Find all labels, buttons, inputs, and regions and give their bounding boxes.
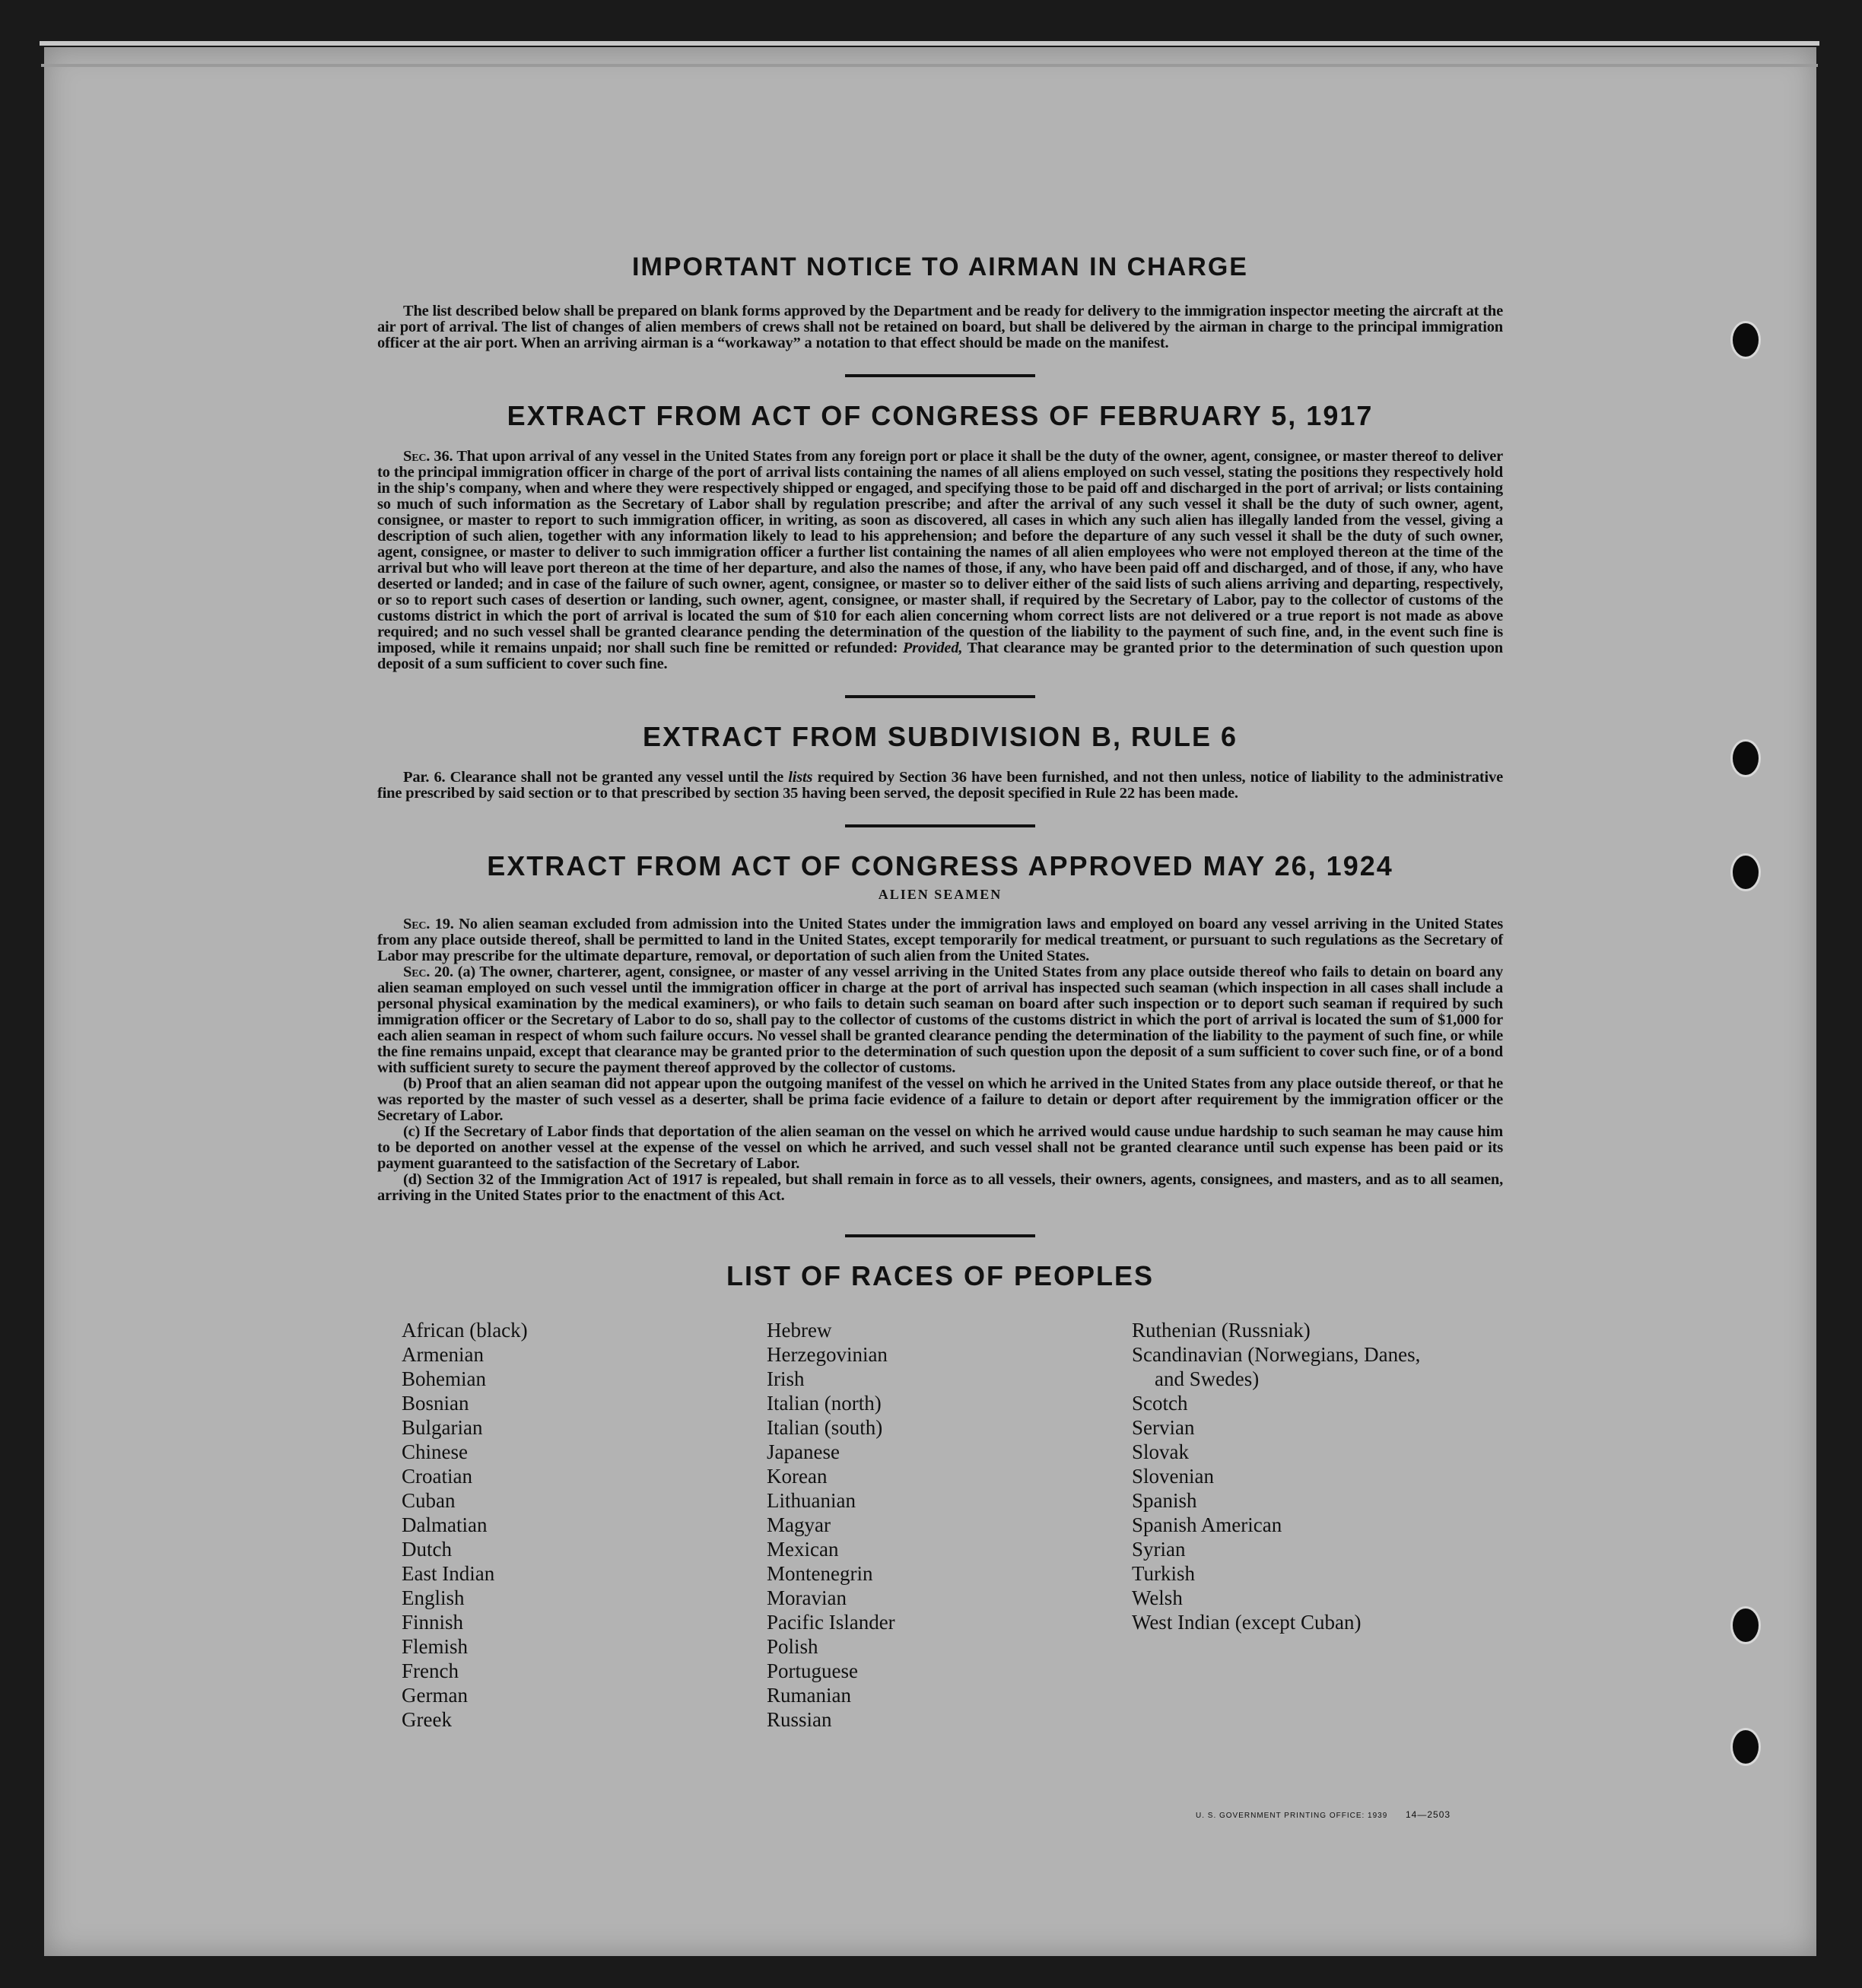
notice-title: IMPORTANT NOTICE TO AIRMAN IN CHARGE [632, 252, 1248, 281]
race-item: African (black) [402, 1319, 528, 1342]
race-item: Magyar [767, 1513, 831, 1536]
race-item: Rumanian [767, 1684, 851, 1707]
race-item: Mexican [767, 1538, 839, 1561]
race-item: Herzegovinian [767, 1343, 888, 1366]
binder-hole [1730, 1606, 1761, 1644]
section-label: Sec. 20. [403, 964, 453, 980]
section-label: Sec. 36. [403, 448, 453, 465]
race-item: French [402, 1659, 459, 1682]
race-item: Slovenian [1132, 1465, 1214, 1488]
race-item: Cuban [402, 1489, 456, 1512]
sec20d-text: (d) Section 32 of the Immigration Act of 1917 is repealed, but shall remain in force as to all vessels, their owners, agents, consignees, and masters, and as to all seamen, arriving in the United States prior to the enactment of this Act. [377, 1171, 1503, 1204]
race-item: Scotch [1132, 1392, 1188, 1415]
page-edge [40, 41, 1819, 46]
race-item: Moravian [767, 1586, 847, 1609]
race-item: Bosnian [402, 1392, 469, 1415]
alien-seamen-subtitle: ALIEN SEAMEN [878, 887, 1002, 902]
races-column-3 [1132, 1318, 1420, 1634]
race-item: Finnish [402, 1611, 464, 1634]
race-item: Dalmatian [402, 1513, 488, 1536]
race-item: Bohemian [402, 1367, 486, 1390]
races-list [377, 1318, 1503, 1744]
sec20c-text: (c) If the Secretary of Labor finds that deportation of the alien seaman on the vessel on which he arrived would cause undue hardship to such seaman he may cause him to be deported on another vessel at the expense of the vessel on which he arrived, and such vessel shall not be granted clearance until such expense has been paid or its payment guaranteed to the satisfaction of the Secretary of Labor. [377, 1123, 1503, 1172]
race-item: Polish [767, 1635, 818, 1658]
race-item: Portuguese [767, 1659, 858, 1682]
races-title: LIST OF RACES OF PEOPLES [726, 1260, 1155, 1291]
race-item: German [402, 1684, 468, 1707]
race-item: Syrian [1132, 1538, 1186, 1561]
race-item: Slovak [1132, 1440, 1190, 1463]
races-column-2 [767, 1318, 895, 1732]
race-item: Japanese [767, 1440, 840, 1463]
race-item: Armenian [402, 1343, 484, 1366]
race-item: Welsh [1132, 1586, 1183, 1609]
sec20a-text [377, 964, 1503, 1076]
extract-1924-title: EXTRACT FROM ACT OF CONGRESS APPROVED MAY 26, 1924 [487, 850, 1393, 881]
section-body: That upon arrival of any vessel in the United States from any foreign port or place it shall be the duty of the owner, agent, consignee, or master thereof to deliver to the principal immigration officer in charge of the port of arrival lists containing the names of all aliens employed on such vessel, stating the positions they respectively hold in the ship's company, when and where they were respectively shipped or engaged, and specifying those to be paid off and discharged in the port of arrival; or lists containing so much of such information as the Secretary of Labor shall by regulation prescribe; and after the arrival of any such vessel it shall be the duty of such owner, agent, consignee, or master to report to such immigration officer, in writing, as soon as discovered, all cases in which any such alien has illegally landed from the vessel, giving a description of such alien, together with any information likely to lead to his apprehension; and before the departure of any such vessel it shall be the duty of such owner, agent, consignee, or master to deliver to such immigration officer a further list containing the names of all alien employees who were not employed thereon at the time of the arrival but who will leave port thereon at the time of her departure, and also the names of those, if any, who have been paid off and discharged, and of those, if any, who have deserted or landed; and in case of the failure of such owner, agent, consignee, or master so to deliver either of the said lists of such aliens arriving and departing, respectively, or so to report such cases of desertion or landing, such owner, agent, consignee, or master shall, if required by the Secretary of Labor, pay to the collector of customs of the customs district in which the port of arrival is located the sum of $10 for each alien concerning whom correct lists are not delivered or a true report is not made as above required; and no such vessel shall be granted clearance pending the determination of the question of the liability to the payment of such fine, and, in the event such fine is imposed, while it remains unpaid; nor shall such fine be remitted or refunded: [377, 448, 1504, 656]
race-item: Italian (south) [767, 1416, 883, 1439]
divider [845, 824, 1035, 827]
provided-word: Provided, [902, 640, 963, 656]
divider [845, 695, 1035, 698]
race-item: Pacific Islander [767, 1611, 895, 1634]
race-item: Lithuanian [767, 1489, 856, 1512]
page-edge [41, 64, 1818, 67]
rule6-text-a: Par. 6. Clearance shall not be granted any vessel until the [403, 769, 784, 786]
divider [845, 1234, 1035, 1237]
race-item: Bulgarian [402, 1416, 483, 1439]
race-item: Montenegrin [767, 1562, 873, 1585]
race-item: Ruthenian (Russniak) [1132, 1319, 1311, 1342]
binder-hole [1730, 853, 1761, 891]
race-item: Irish [767, 1367, 805, 1390]
race-item: Flemish [402, 1635, 469, 1658]
race-item: East Indian [402, 1562, 495, 1585]
race-item: Italian (north) [767, 1392, 882, 1415]
lists-word: lists [788, 769, 813, 786]
binder-hole [1730, 739, 1761, 777]
printer-imprint: U. S. GOVERNMENT PRINTING OFFICE: 1939 [1196, 1812, 1388, 1820]
race-item: Servian [1132, 1416, 1195, 1439]
race-item: Scandinavian (Norwegians, Danes, [1132, 1343, 1421, 1366]
rule6-title: EXTRACT FROM SUBDIVISION B, RULE 6 [642, 721, 1238, 752]
extract-1917-title: EXTRACT FROM ACT OF CONGRESS OF FEBRUARY 5, 1917 [507, 400, 1374, 431]
notice-text: The list described below shall be prepared on blank forms approved by the Department and be ready for delivery to the immigration inspector meeting the aircraft at the air port of arrival. The list of changes of alien members of crews shall not be retained on board, but shall be delivered by the airman in charge to the principal immigration officer at the air port. When an arriving airman is a “workaway” a notation to that effect should be made on the manifest. [377, 303, 1503, 351]
race-item: Chinese [402, 1440, 468, 1463]
race-item: West Indian (except Cuban) [1132, 1611, 1362, 1634]
section-body-end: That clearance may be granted prior to the determination of such question upon deposit of a sum sufficient to cover such fine. [377, 640, 1503, 672]
divider [845, 374, 1035, 377]
document-body [377, 252, 1503, 1744]
race-item: Croatian [402, 1465, 472, 1488]
form-number: 14—2503 [1406, 1809, 1451, 1820]
race-item: Korean [767, 1465, 828, 1488]
race-item: Hebrew [767, 1319, 832, 1342]
race-item: Spanish [1132, 1489, 1197, 1512]
race-item: Greek [402, 1708, 452, 1731]
extract-1917-text [377, 449, 1503, 672]
binder-hole [1730, 321, 1761, 359]
binder-hole [1730, 1728, 1761, 1766]
races-column-1 [402, 1318, 528, 1732]
race-item: Russian [767, 1708, 832, 1731]
section-label: Sec. 19. [403, 916, 454, 932]
rule6-text [377, 770, 1503, 802]
rule6-text-b: required by Section 36 have been furnished, and not then unless, notice of liability to the administrative fine prescribed by said section or to that prescribed by section 35 having been served, the deposit specified in Rule 22 has been made. [377, 769, 1503, 802]
section-body: No alien seaman excluded from admission into the United States under the immigration laws and employed on board any vessel arriving in the United States from any place outside thereof, shall be permitted to land in the United States, except temporarily for medical treatment, or pursuant to such regulations as the Secretary of Labor may prescribe for the ultimate departure, removal, or deportation of such alien from the United States. [377, 916, 1503, 964]
sec20b-text: (b) Proof that an alien seaman did not appear upon the outgoing manifest of the vessel on which he arrived in the United States from any place outside thereof, or that he was reported by the master of such vessel as a deserter, shall be prima facie evidence of a failure to detain or deport after requirement by the immigration officer or the Secretary of Labor. [377, 1075, 1503, 1124]
race-item: English [402, 1586, 465, 1609]
sec19-text [377, 916, 1503, 964]
race-item: Spanish American [1132, 1513, 1282, 1536]
race-item: Turkish [1132, 1562, 1196, 1585]
race-item: and Swedes) [1155, 1367, 1260, 1390]
section-body: (a) The owner, charterer, agent, consignee, or master of any vessel arriving in the United States from any place outside thereof who fails to detain on board any alien seaman employed on such vessel until the immigration officer in charge at the port of arrival has inspected such seaman (which inspection in all cases shall include a personal physical examination by the medical examiners), or who fails to detain such seaman on board after such inspection or to deport such seaman if required by such immigration officer or the Secretary of Labor to do so, shall pay to the collector of customs of the customs district in which the port of arrival is located the sum of $1,000 for each alien seaman in respect of whom such failure occurs. No vessel shall be granted clearance pending the determination of the liability to the payment of such fine, or while the fine remains unpaid, except that clearance may be granted prior to the determination of such question upon the deposit of a sum sufficient to cover such fine, or of a bond with sufficient surety to secure the payment thereof approved by the collector of customs. [377, 964, 1503, 1076]
race-item: Dutch [402, 1538, 452, 1561]
